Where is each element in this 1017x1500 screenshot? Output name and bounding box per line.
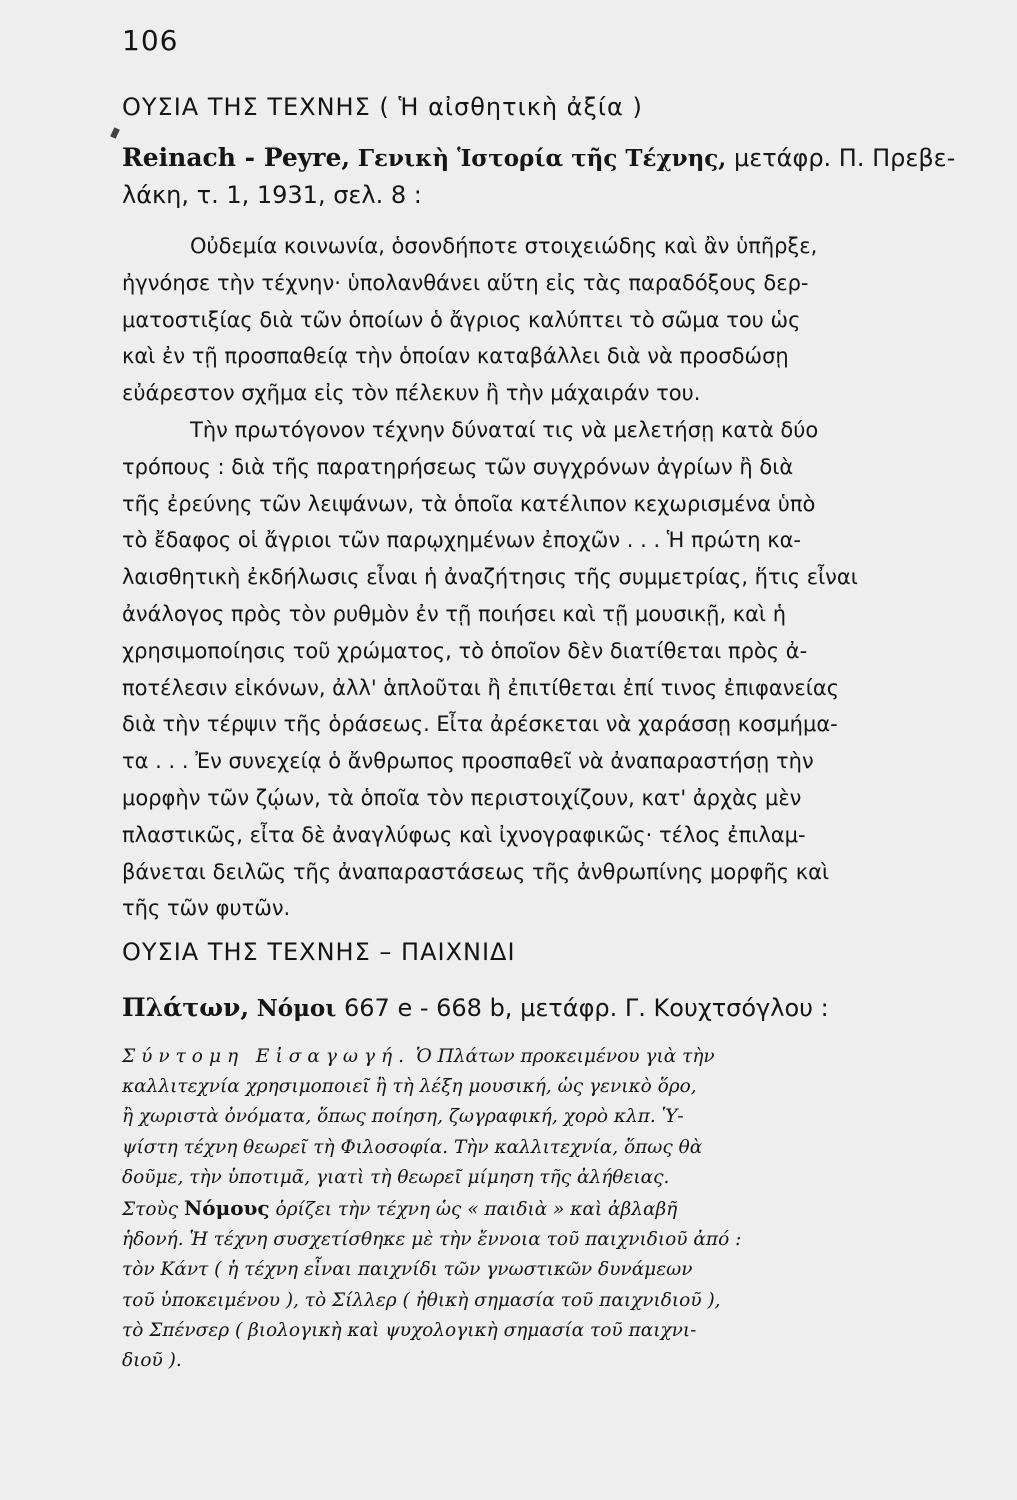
text-line: βάνεται δειλῶς τῆς ἀναπαραστάσεως τῆς ἀνθρωπίνης μορφῆς καὶ xyxy=(122,859,830,884)
intro-line: δοῦμε, τὴν ὑποτιμᾶ, γιατὶ τὴ θεωρεῖ μίμηση τῆς ἀλήθειας. xyxy=(122,1166,670,1188)
intro-line: τὸν Κάντ ( ἡ τέχνη εἶναι παιχνίδι τῶν γνωστικῶν δυνάμεων xyxy=(122,1259,693,1281)
intro-line-pre: Στοὺς xyxy=(122,1199,179,1221)
text-line: ἀνάλογος πρὸς τὸν ρυθμὸν ἐν τῇ ποιήσει καὶ τῇ μουσικῇ, καὶ ἡ xyxy=(122,601,787,626)
intro-line-post: ὁρίζει τὴν τέχνη ὡς « παιδιὰ » καὶ ἀβλαβῆ xyxy=(275,1199,678,1221)
text-line: τῆς ἐρεύνης τῶν λειψάνων, τὰ ὁποῖα κατέλιπον κεχωρισμένα ὑπὸ xyxy=(122,491,816,516)
text-line: εὐάρεστον σχῆμα εἰς τὸν πέλεκυν ἢ τὴν μάχαιράν του. xyxy=(122,381,701,406)
citation-author: Reinach - Peyre, xyxy=(122,143,351,172)
intro-line: τοῦ ὑποκειμένου ), τὸ Σίλλερ ( ἠθικὴ σημασία τοῦ παιχνιδιοῦ ), xyxy=(122,1289,721,1311)
intro-line xyxy=(122,1042,982,1072)
citation-title: Νόμοι xyxy=(256,995,337,1022)
intro-line: ψίστη τέχνη θεωρεῖ τὴ Φιλοσοφία. Τὴν καλλιτεχνία, ὅπως θὰ xyxy=(122,1136,703,1158)
intro-line: καλλιτεχνία χρησιμοποιεῖ ἢ τὴ λέξη μουσική, ὡς γενικὸ ὅρο, xyxy=(122,1076,697,1098)
page-number: 106 xyxy=(122,24,179,57)
text-line: λαισθητικὴ ἐκδήλωσις εἶναι ἡ ἀναζήτησις τῆς συμμετρίας, ἥτις εἶναι xyxy=(122,565,858,590)
citation-line-1 xyxy=(122,140,955,177)
text-line: καὶ ἐν τῇ προσπαθείᾳ τὴν ὁποίαν καταβάλλει διὰ νὰ προσδώσῃ xyxy=(122,344,789,369)
intro-line: διοῦ ). xyxy=(122,1350,182,1372)
quotation-body xyxy=(122,228,982,927)
citation-title: Γενικὴ Ἱστορία τῆς Τέχνης, xyxy=(357,145,727,172)
intro-line: τὸ Σπένσερ ( βιολογικὴ καὶ ψυχολογικὴ σημασία τοῦ παιχνι- xyxy=(122,1319,697,1341)
intro-line: ἢ χωριστὰ ὀνόματα, ὅπως ποίηση, ζωγραφική, χορὸ κλπ. Ὑ- xyxy=(122,1106,684,1128)
text-line: τὸ ἔδαφος οἱ ἄγριοι τῶν παρῳχημένων ἐποχῶν . . . Ἡ πρώτη κα- xyxy=(122,528,802,553)
intro-laws-title: Νόμους xyxy=(183,1196,270,1221)
citation-line-2: λάκη, τ. 1, 1931, σελ. 8 : xyxy=(122,181,422,209)
text-line: τῆς τῶν φυτῶν. xyxy=(122,896,291,921)
text-line: ποτέλεσιν εἰκόνων, ἀλλ' ἁπλοῦται ἢ ἐπιτίθεται ἐπί τινος ἐπιφανείας xyxy=(122,675,840,700)
short-introduction xyxy=(122,1042,982,1376)
text-line: Τὴν πρωτόγονον τέχνην δύναταί τις νὰ μελετήσῃ κατὰ δύο xyxy=(190,417,819,442)
intro-label: Σύντομη Εἰσαγωγή. xyxy=(122,1046,410,1067)
text-line: ματοστιξίας διὰ τῶν ὁποίων ὁ ἄγριος καλύπτει τὸ σῶμα του ὡς xyxy=(122,307,801,332)
intro-line xyxy=(122,1193,982,1225)
text-line: διὰ τὴν τέρψιν τῆς ὁράσεως. Εἶτα ἀρέσκεται νὰ χαράσσῃ κοσμήμα- xyxy=(122,712,838,737)
text-line: τρόπους : διὰ τῆς παρατηρήσεως τῶν συγχρόνων ἀγρίων ἢ διὰ xyxy=(122,454,794,479)
text-line: πλαστικῶς, εἶτα δὲ ἀναγλύφως καὶ ἰχνογραφικῶς· τέλος ἐπιλαμ- xyxy=(122,822,806,847)
text-line: μορφὴν τῶν ζῴων, τὰ ὁποῖα τὸν περιστοιχίζουν, κατ' ἀρχὰς μὲν xyxy=(122,785,802,810)
intro-line-rest: Ὁ Πλάτων προκειμένου γιὰ τὴν xyxy=(415,1046,715,1067)
text-line: ἠγνόησε τὴν τέχνην· ὑπολανθάνει αὕτη εἰς τὰς παραδόξους δερ- xyxy=(122,270,809,295)
margin-mark xyxy=(110,127,120,139)
intro-line: ἡδονή. Ἡ τέχνη συσχετίσθηκε μὲ τὴν ἔννοια τοῦ παιχνιδιοῦ ἀπό : xyxy=(122,1229,742,1251)
citation-reference: 667 e - 668 b, μετάφρ. Γ. Κουχτσόγλου : xyxy=(344,994,829,1022)
section-heading-aesthetic-value: ΟΥΣΙΑ ΤΗΣ ΤΕΧΝΗΣ ( Ἡ αἰσθητικὴ ἀξία ) xyxy=(122,93,643,121)
citation-author: Πλάτων, xyxy=(122,993,250,1022)
text-line: τα . . . Ἐν συνεχείᾳ ὁ ἄνθρωπος προσπαθεῖ νὰ ἀναπαραστήσῃ τὴν xyxy=(122,749,814,774)
text-line: Οὐδεμία κοινωνία, ὁσονδήποτε στοιχειώδης καὶ ἂν ὑπῆρξε, xyxy=(190,234,818,258)
source-citation-reinach xyxy=(122,140,955,213)
text-line: χρησιμοποίησις τοῦ χρώματος, τὸ ὁποῖον δὲν διατίθεται πρὸς ἀ- xyxy=(122,638,808,663)
citation-translator: μετάφρ. Π. Πρεβε- xyxy=(733,144,956,172)
section-heading-art-as-play: ΟΥΣΙΑ ΤΗΣ ΤΕΧΝΗΣ – ΠΑΙΧΝΙΔΙ xyxy=(122,938,516,966)
source-citation-plato xyxy=(122,990,829,1027)
